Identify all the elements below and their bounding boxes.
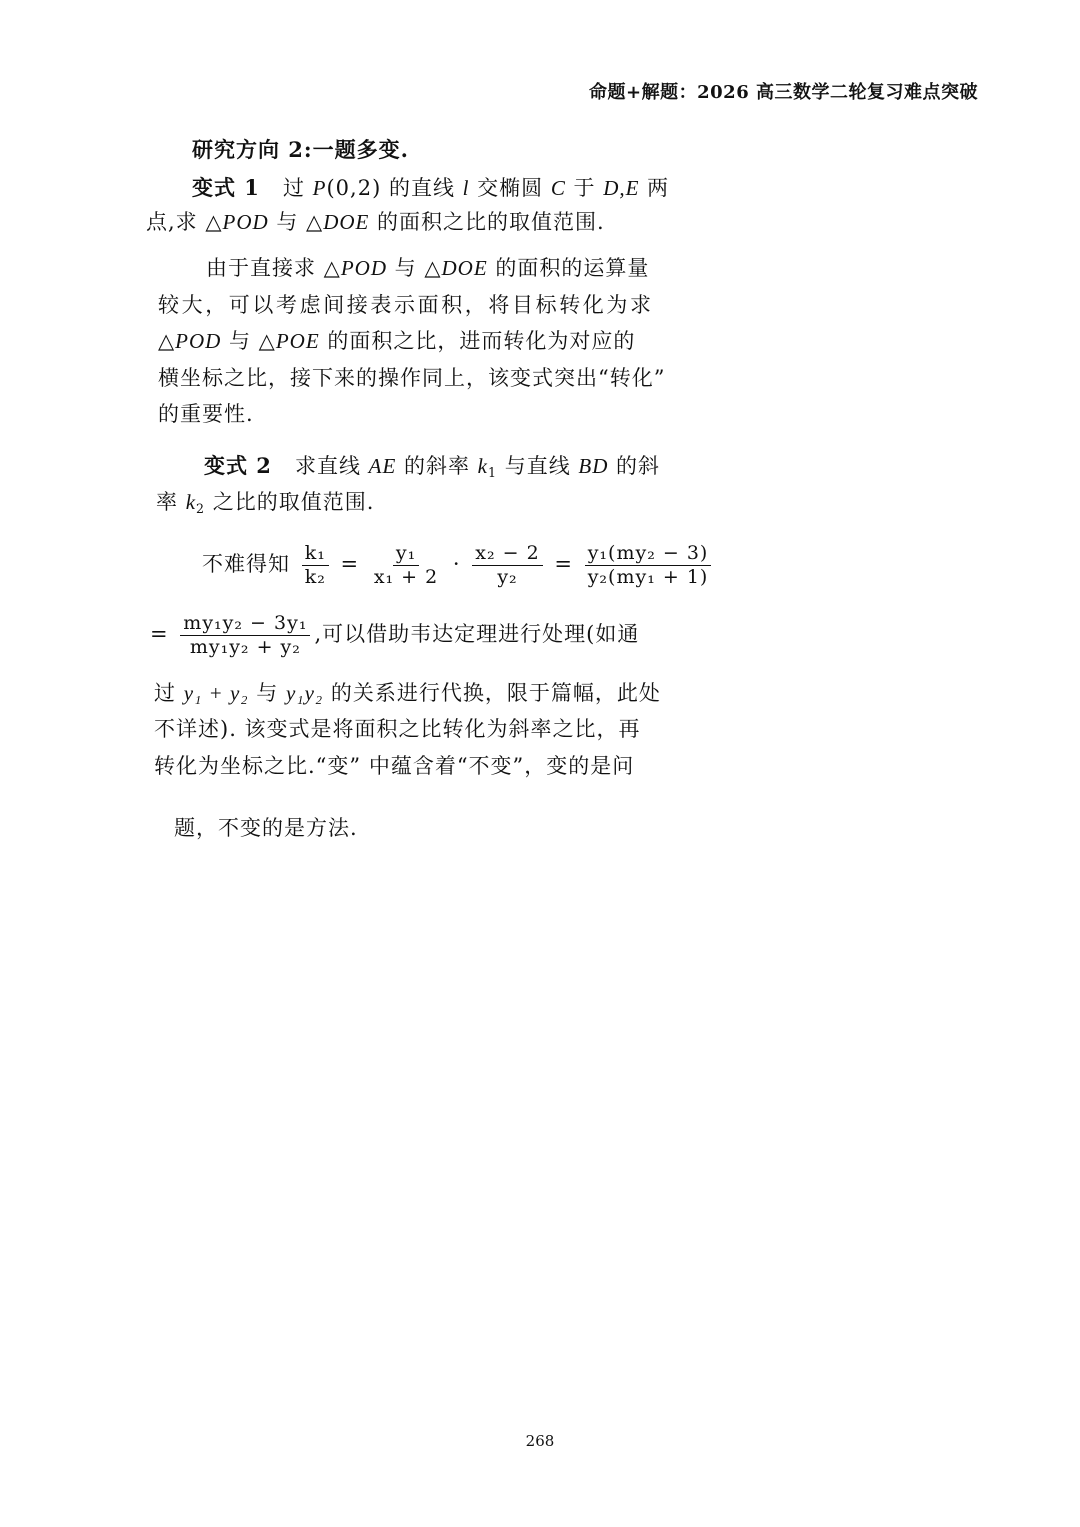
equals-sign: = (150, 621, 169, 646)
variant1-explain-line3 (158, 325, 635, 355)
multiply-dot: · (452, 551, 461, 576)
text: 的面积的运算量 (487, 256, 650, 280)
math-var: DOE (441, 256, 488, 280)
section-heading: 研究方向 2:一题多变. (192, 137, 409, 162)
variant1-question-line2 (146, 206, 605, 236)
math-var: POD (340, 256, 387, 280)
page-header: 命题+解题：2026 高三数学二轮复习难点突破 (589, 82, 978, 103)
math-var: BD (578, 454, 609, 478)
text: 于 (565, 176, 604, 200)
text: 求直线 (294, 454, 369, 478)
variant2-question-line2 (156, 486, 374, 516)
math-var: POD (175, 329, 222, 353)
subscript: 2 (196, 500, 206, 516)
fraction-x2-y2 (472, 542, 542, 589)
text: 由于直接求 △ (206, 256, 341, 280)
text: 与 △ (268, 210, 324, 234)
text: 与直线 (497, 454, 579, 478)
subscript: 1 (488, 464, 498, 480)
text: 之比的取值范围. (205, 490, 375, 514)
numerator: y₁(my₂ − 3) (585, 542, 712, 566)
text: (0,2) 的直线 (326, 176, 463, 200)
text: 与 (248, 681, 286, 705)
numerator: my₁y₂ − 3y₁ (180, 612, 310, 636)
fraction-expanded (585, 542, 712, 589)
text: ,可以借助韦达定理进行处理(如通 (314, 621, 640, 646)
text: 点,求 △ (146, 210, 223, 234)
text: 与 △ (221, 329, 276, 353)
math-var: AE (368, 454, 397, 478)
math-var: POE (275, 329, 320, 353)
numerator: y₁ (393, 542, 419, 566)
fraction-k1-k2 (302, 542, 329, 589)
variant1-question-line1 (192, 172, 669, 202)
denominator: k₂ (304, 565, 326, 588)
solution-formula-line1 (202, 542, 715, 589)
math-var: l (462, 176, 470, 200)
variant2-label: 变式 2 (204, 453, 272, 478)
variant1-explain-line1 (206, 252, 649, 282)
denominator: my₁y₂ + y₂ (189, 635, 301, 658)
text: 两 (639, 176, 670, 200)
text: △ (158, 329, 176, 353)
variant1-explain-line2: 较大，可以考虑间接表示面积，将目标转化为求 (158, 293, 654, 317)
variant1-explain-line4: 横坐标之比，接下来的操作同上，该变式突出“转化” (158, 366, 666, 390)
solution-line4: 不详述). 该变式是将面积之比转化为斜率之比，再 (154, 717, 641, 741)
math-var: P (312, 176, 327, 200)
math-var: C (550, 176, 566, 200)
solution-line3 (154, 677, 661, 707)
text: 的面积之比，进而转化为对应的 (319, 329, 636, 353)
solution-line5: 转化为坐标之比.“变” 中蕴含着“不变”，变的是问 (154, 754, 635, 778)
text: 的斜 (608, 454, 661, 478)
page-number: 268 (525, 1432, 555, 1450)
solution-line6: 题，不变的是方法. (174, 816, 358, 840)
math-var: D,E (603, 176, 640, 200)
text: 过 (282, 176, 313, 200)
math-expr: y₁y₂ (285, 681, 324, 705)
variant1-explain-line5: 的重要性. (158, 402, 254, 426)
text: 不难得知 (202, 551, 290, 576)
numerator: x₂ − 2 (472, 542, 542, 566)
text: 的斜率 (396, 454, 478, 478)
text: 的关系进行代换，限于篇幅，此处 (323, 681, 661, 705)
numerator: k₁ (302, 542, 329, 566)
variant2-question-line1 (204, 450, 660, 480)
text: 与 △ (387, 256, 442, 280)
text: 的面积之比的取值范围. (369, 210, 605, 234)
math-var: POD (222, 210, 269, 234)
math-var: DOE (323, 210, 370, 234)
denominator: y₂(my₁ + 1) (587, 565, 709, 588)
equals-sign: = (340, 551, 360, 576)
math-expr: y₁ + y₂ (183, 681, 249, 705)
denominator: x₁ + 2 (373, 565, 439, 588)
denominator: y₂ (497, 565, 518, 588)
fraction-final (180, 612, 310, 659)
solution-formula-line2 (150, 612, 639, 659)
text: 率 (156, 490, 186, 514)
variant1-label: 变式 1 (192, 175, 260, 200)
math-var: k (185, 490, 197, 514)
text: 过 (154, 681, 184, 705)
math-var: k (477, 454, 488, 478)
fraction-y1-x1 (371, 542, 441, 589)
text: 交椭圆 (469, 176, 551, 200)
equals-sign: = (554, 551, 574, 576)
